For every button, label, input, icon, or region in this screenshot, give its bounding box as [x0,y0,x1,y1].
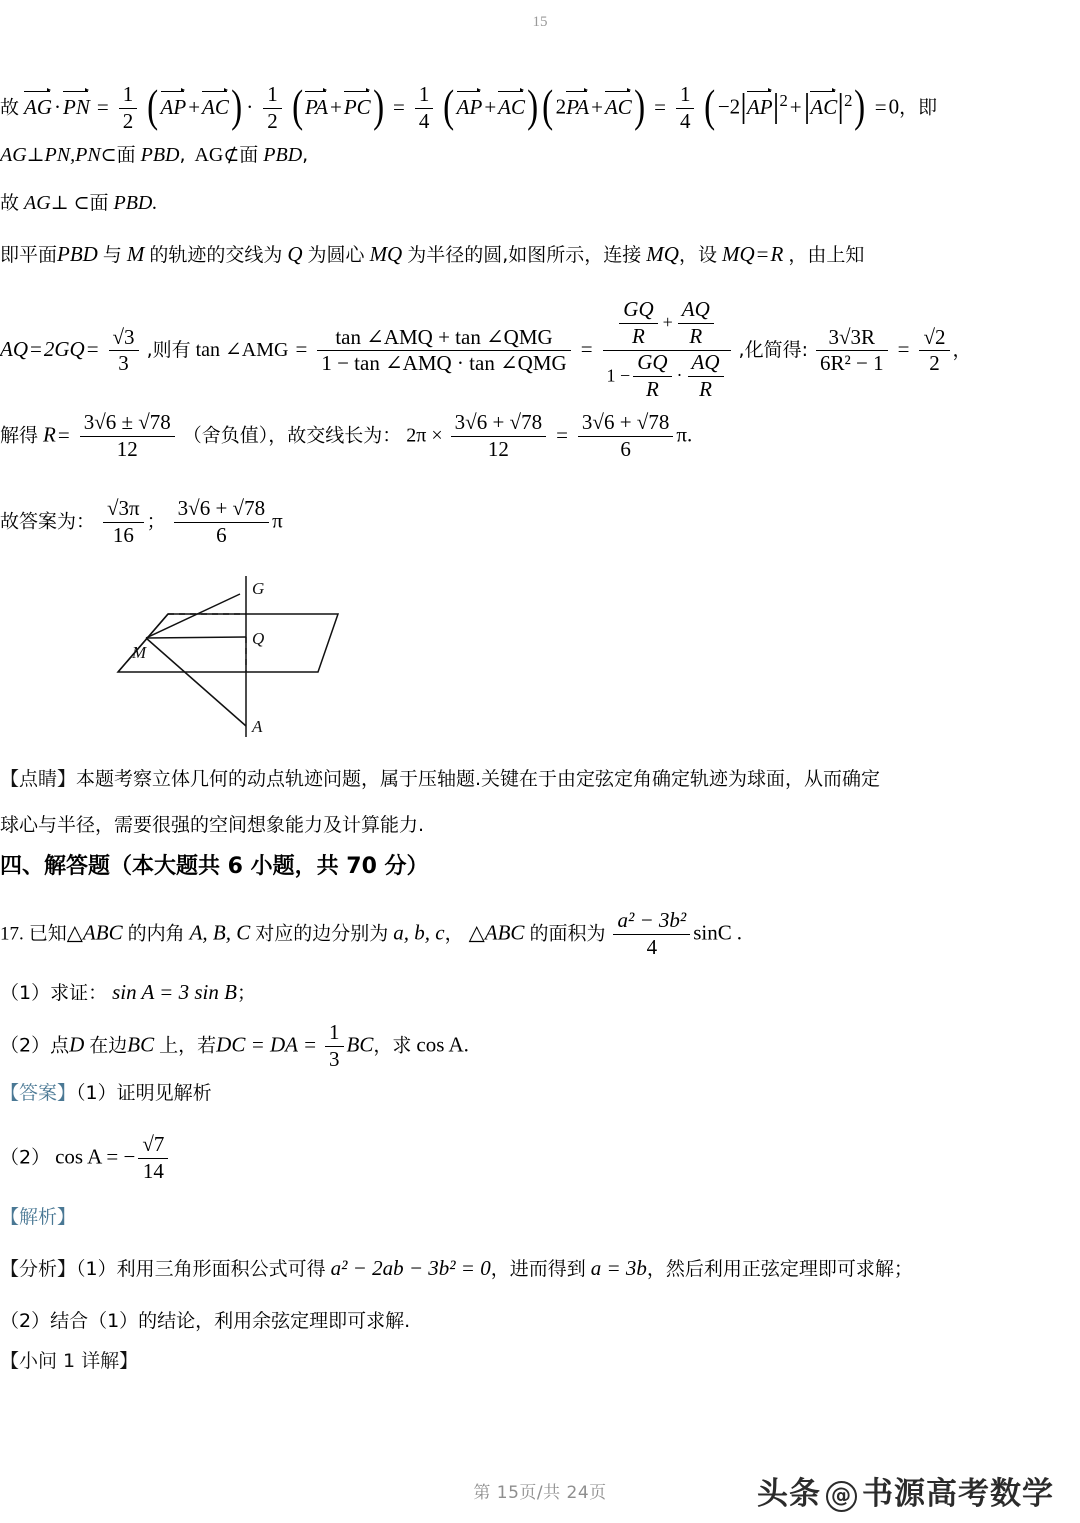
proof-line-3-lead: 故 [0,192,20,214]
q17-part1-math: sin A = 3 sin B [112,980,237,1004]
proof-line-1-zero: 0 [888,94,900,119]
watermark-name: 书源高考数学 [862,1476,1054,1512]
q17-part2-b: 在边 [89,1034,128,1057]
answers-a1-text: 证明见解析 [116,1082,212,1104]
section-heading-text: 四、解答题（本大题共 6 小题，共 70 分） [0,854,429,879]
solve-eq: = [57,422,70,447]
statement-text-d: 为圆心 [307,244,365,266]
solve-line [0,412,910,462]
q17-part1-end: ； [236,982,256,1004]
figure-label-m: M [132,643,147,662]
cf-dot: · [676,365,683,386]
insight-text-1: 本题考察立体几何的动点轨迹问题，属于压轴题.关键在于由定弦定角确定轨迹为球面，从而确定 [76,768,881,790]
statement-line [0,240,910,269]
footer-page-label: 第 15页/共 24页 [473,1483,607,1503]
tan-amg: tan ∠AMG [195,339,289,362]
insight-text-2: 球心与半径，需要很强的空间想象能力及计算能力. [0,814,425,836]
section-heading [0,852,910,882]
solve-den: 12 [80,436,175,462]
q17-triangle-2: △ABC [468,920,525,945]
not-subset-symbol: ⊄ [223,145,240,166]
header-page-number: 15 [532,14,548,30]
proof-pn: PN,PN [44,144,101,166]
solve-note: （舍负值），故交线长为： [182,424,402,447]
q17-stem-d: ， [444,922,464,945]
figure-label-g: G [252,579,265,598]
geometry-figure [100,574,430,739]
solve-f3-den: 6 [578,436,673,462]
tan-eq-4: = [580,337,593,362]
tan-sqrt3-num: √3 [112,324,135,349]
plane-word-2: 面 [239,144,259,166]
tan-eq-2: = [86,337,99,362]
cf-num-left: GQ [623,297,654,321]
fenxi-1-c: ，然后利用正弦定理即可求解； [646,1258,913,1280]
answer-a2-num: 3√6 + √78 [177,496,266,520]
statement-mq-2: MQ [646,242,679,266]
q17-part2-d: D [69,1032,85,1057]
fenxi-1-a: 利用三角形面积公式可得 [116,1258,326,1280]
cf-den-left-den: R [633,376,671,402]
cf-den-right: AQ [691,350,720,375]
q17-area-sinc: sinC [693,920,732,945]
answers-marker: 【答案】 [0,1082,77,1104]
result-rhs-den: 2 [919,350,949,376]
segment-m-q [146,637,246,638]
cf-plus: + [662,312,673,333]
figure-label-q: Q [252,629,265,648]
result-den: 6R² − 1 [816,350,888,376]
fenxi-1-label: （1） [76,1258,117,1280]
question-17-part-2 [0,1022,910,1072]
solve-period: . [686,422,693,447]
q17-area-den: 4 [613,934,690,960]
result-num: 3√3R [828,324,876,349]
comma-1: , [179,144,186,166]
cf-den-one: 1 − [606,365,631,386]
statement-text-a: 即平面 [0,244,58,266]
statement-text-e: 为半径的圆,如图所示，连接 [407,244,642,266]
fenxi-2-label: （2） [0,1310,51,1332]
cf-num-right: AQ [681,297,710,321]
tan-aq: AQ [0,337,28,362]
q17-part2-label: （2） [0,1034,51,1057]
q17-area-num: a² − 3b² [617,908,687,932]
watermark-prefix: 头条 [757,1476,821,1512]
statement-text-b: 与 [102,244,122,266]
proof-line-1: 故 AG·PN = $\frac{1}{2}$ ( AP+AC) · $\frac{1}{2}$ ( PA+PC) = $\frac{1}{4}$ ( AP+AC)( 2PA+AC) = $\frac{1}{4}$ ( $-2|AP|^2+|AC|^2) =0$，即 [0,80,938,133]
fenxi-1-b: ，进而得到 [490,1258,586,1280]
analysis-marker: 【解析】 [0,1206,77,1228]
q17-part1-cn: 求证： [50,982,108,1004]
proof-pbd-2: PBD [263,144,303,166]
proof-line-1-lead: 故 [0,96,20,119]
statement-pbd: PBD [57,242,98,266]
statement-mq-3: MQ [721,242,755,266]
statement-text-g: ，由上知 [788,244,865,266]
answer-a2-den: 6 [174,522,269,548]
answers-a2-label: （2） [0,1146,51,1169]
solve-num: 3√6 ± √78 [83,410,171,434]
tan-equation-line [0,297,972,403]
q17-part2-bc: BC [127,1032,155,1057]
cf-den-right-den: R [688,376,724,402]
question-17-stem [0,910,910,960]
tan-eq-1: = [30,337,42,362]
answers-a2-num: √7 [142,1132,165,1156]
q17-part2-d2: ，求 [373,1034,412,1057]
q17-part2-a: 点 [50,1034,70,1057]
plane-word-3: 面 [89,192,109,214]
answer-lead: 故答案为： [0,510,96,533]
statement-m: M [126,242,145,266]
edge-m-to-a [146,638,246,726]
proof-ag-1: AG [0,144,27,166]
statement-q: Q [287,242,303,266]
q17-part2-cosa: cos A [416,1032,464,1057]
answers-a1-label: （1） [76,1082,117,1104]
q17-part1-label: （1） [0,982,51,1004]
perp-symbol-1: ⊥ [26,145,45,166]
solve-pi: π [676,422,687,447]
insight-line-2 [0,812,910,839]
tan-sqrt3-den: 3 [109,350,139,376]
analysis-line-2 [0,1308,910,1335]
fenxi-marker: 【分析】 [0,1258,77,1280]
proof-pbd-1: PBD [140,144,180,166]
solve-f3-num: 3√6 + √78 [581,410,670,434]
analysis-line-1 [0,1254,913,1283]
subset-symbol-2: ⊂ [73,193,90,214]
q17-triangle-1: △ABC [66,920,123,945]
result-comma: ， [952,339,972,362]
q17-sides: a, b, c [393,920,445,945]
q17-part2-eq: DC = DA = [216,1032,318,1057]
q17-part2-frac-num: 1 [329,1020,340,1044]
solve-r: R [43,422,56,447]
plane-word-1: 面 [116,144,136,166]
q17-stem-a: 已知 [28,922,67,945]
perp-symbol-2: ⊥ [50,193,69,214]
fenxi-1-math-2: a = 3b [590,1256,647,1280]
subset-symbol-1: ⊂ [100,145,117,166]
q17-part2-frac-den: 3 [325,1046,344,1072]
proof-ag-3: AG [24,192,51,214]
solve-lead: 解得 [0,424,39,447]
tan-frac1-num: tan ∠AMQ + tan ∠QMG [335,324,553,349]
question-17-number: 17. [0,923,24,945]
insight-line-1 [0,766,910,793]
answers-line-1 [0,1080,910,1107]
question-17-part-1 [0,978,910,1007]
q17-stem-c: 对应的边分别为 [255,922,389,945]
edge-m-to-g-upper [146,594,240,638]
tan-then: ,则有 [146,339,191,362]
answer-line [0,498,910,548]
proof-ag-2: AG [194,144,224,166]
analysis-marker-line [0,1204,910,1231]
proof-line-3 [0,190,910,217]
q17-angles: A, B, C [189,920,251,945]
q17-stem-e: 的面积为 [529,922,606,945]
answer-a1-num: √3π [107,496,140,520]
fenxi-2-text: 结合（1）的结论，利用余弦定理即可求解. [50,1310,411,1332]
answer-a2-pi: π [272,508,283,533]
q17-stem-b: 的内角 [127,922,185,945]
watermark-at-icon: @ [826,1481,857,1512]
statement-r: R [770,242,784,266]
result-rhs-num: √2 [923,324,946,349]
solve-twopi: 2π × [406,424,443,447]
answers-a2-lhs: cos A = − [55,1144,136,1169]
comma-2: , [302,144,309,166]
solve-f2-den: 12 [451,436,546,462]
solve-f2-num: 3√6 + √78 [454,410,543,434]
answer-semicolon: ； [146,510,166,533]
q17-part2-end: . [463,1032,469,1057]
statement-text-c: 的轨迹的交线为 [149,244,283,266]
fenxi-1-math: a² − 2ab − 3b² = 0 [330,1256,491,1280]
simplify-label: ,化简得: [738,339,808,362]
figure-label-a: A [252,717,263,736]
q17-part2-c: 上，若 [159,1034,217,1057]
result-eq: = [897,337,910,362]
cf-num-left-den: R [619,323,657,349]
proof-line-1-tail: ，即 [899,96,938,119]
cf-den-left: GQ [637,350,668,375]
detail-marker-line [0,1348,910,1375]
answer-a1-den: 16 [103,522,144,548]
detail-marker: 【小问 1 详解】 [0,1350,139,1372]
answers-a2-den: 14 [138,1158,168,1184]
insight-marker: 【点睛】 [0,768,77,790]
watermark [757,1468,1054,1513]
q17-stem-f: . [736,920,742,945]
proof-pbd-3: PBD. [113,192,158,214]
solve-eq-2: = [556,422,568,447]
tan-2gq: 2GQ [43,337,85,362]
cf-num-right-den: R [678,323,714,349]
statement-text-f: ，设 [678,244,717,266]
statement-mq-1: MQ [369,242,403,266]
proof-line-2 [0,142,910,169]
geometry-figure-svg [100,574,430,739]
statement-eq: = [756,242,769,266]
answers-line-2 [0,1134,910,1184]
tan-frac1-den: 1 − tan ∠AMQ · tan ∠QMG [317,350,570,376]
tan-eq-3: = [295,337,308,362]
q17-part2-bc-2: BC [346,1032,374,1057]
